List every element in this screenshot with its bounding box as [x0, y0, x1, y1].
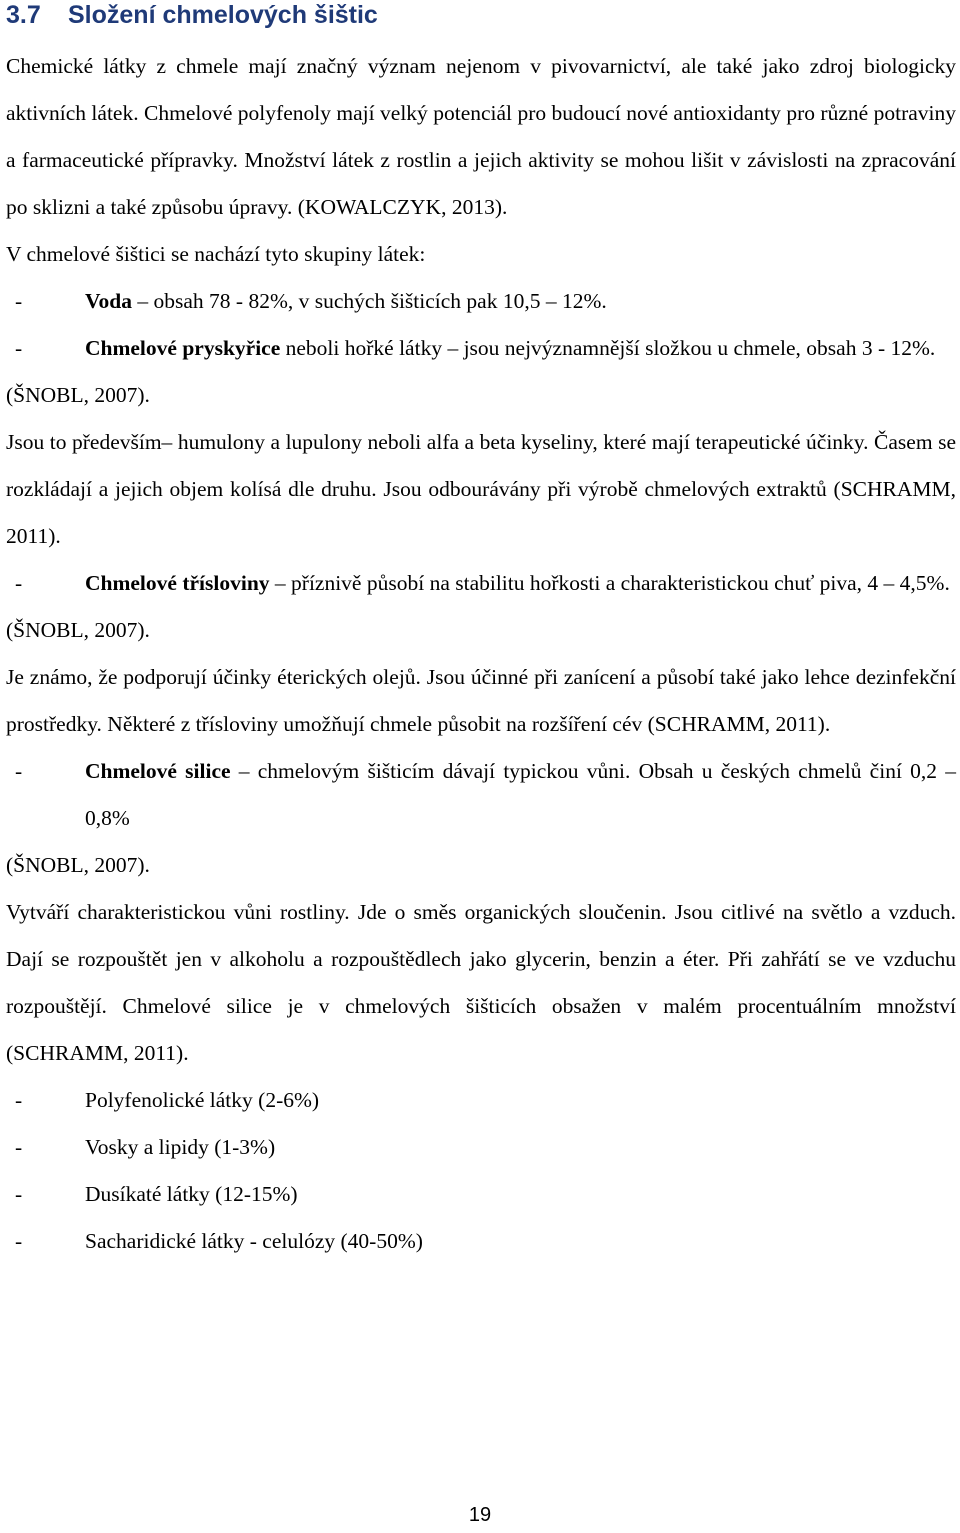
- tannins-text: – příznivě působí na stabilitu hořkosti a charakteristickou chuť piva, 4 – 4,5%.: [269, 571, 950, 595]
- section-title: Složení chmelových šištic: [68, 1, 378, 29]
- oils-paragraph: Vytváří charakteristickou vůni rostliny. Jde o směs organických sloučenin. Jsou citlivé na světlo a vzduch. Dají se rozpouštět jen v alkoholu a rozpouštědlech jako glycerin, benzin a éter. Při zahřátí se ve vzduchu rozpouštějí. Chmelové silice je v chmelových šišticích obsažen v malém procentuálním množství (SCHRAMM, 2011).: [6, 900, 956, 1065]
- list-item-waxes: [6, 1124, 956, 1171]
- nitrogen-text: Dusíkaté látky (12-15%): [85, 1182, 298, 1206]
- body-text: [6, 43, 956, 1265]
- term-oils: Chmelové silice: [85, 759, 231, 783]
- list-item-polyphenols: [6, 1077, 956, 1124]
- reference-snobl: (ŠNOBL, 2007).: [6, 618, 150, 642]
- list-dash: -: [15, 1182, 23, 1206]
- waxes-text: Vosky a lipidy (1-3%): [85, 1135, 276, 1159]
- term-water: Voda: [85, 289, 133, 313]
- page-number: 19: [468, 1504, 492, 1526]
- water-text: – obsah 78 - 82%, v suchých šišticích pak 10,5 – 12%.: [132, 289, 607, 313]
- section-number: 3.7: [6, 1, 41, 29]
- list-dash: -: [15, 759, 23, 783]
- list-dash: -: [15, 571, 23, 595]
- list-dash: -: [15, 289, 23, 313]
- intro-paragraph: Chemické látky z chmele mají značný význam nejenom v pivovarnictví, ale také jako zdroj biologicky aktivních látek. Chmelové polyfenoly mají velký potenciál pro budoucí nové antioxidanty pro různé potraviny a farmaceutické přípravky. Množství látek z rostlin a jejich aktivity se mohou lišit v závislosti na zpracování po sklizni a také způsobu úpravy. (KOWALCZYK, 2013).: [6, 54, 956, 219]
- list-dash: -: [15, 1135, 23, 1159]
- resins-paragraph: Jsou to především– humulony a lupulony neboli alfa a beta kyseliny, které mají terapeutické účinky. Časem se rozkládají a jejich objem kolísá dle druhu. Jsou odbourávány při výrobě chmelových extraktů (SCHRAMM, 2011).: [6, 430, 956, 548]
- resins-text: neboli hořké látky – jsou nejvýznamnější složkou u chmele, obsah 3 - 12%.: [280, 336, 936, 360]
- tannins-paragraph: Je známo, že podporují účinky éterických olejů. Jsou účinné při zanícení a působí také jako lehce dezinfekční prostředky. Některé z třísloviny umožňují chmele působit na rozšíření cév (SCHRAMM, 2011).: [6, 665, 956, 736]
- list-item-water: [6, 278, 956, 325]
- list-dash: -: [15, 1229, 23, 1253]
- saccharides-text: Sacharidické látky - celulózy (40-50%): [85, 1229, 423, 1253]
- list-dash: -: [15, 1088, 23, 1112]
- section-heading: [6, 0, 378, 30]
- polyphenols-text: Polyfenolické látky (2-6%): [85, 1088, 320, 1112]
- reference-snobl: (ŠNOBL, 2007).: [6, 383, 150, 407]
- list-item-oils: [6, 748, 956, 842]
- list-item-resins: [6, 325, 956, 372]
- term-tannins: Chmelové třísloviny: [85, 571, 270, 595]
- reference-snobl: (ŠNOBL, 2007).: [6, 853, 150, 877]
- list-item-nitrogen: [6, 1171, 956, 1218]
- oils-text: – chmelovým šišticím dávají typickou vůni. Obsah u českých chmelů činí 0,2 – 0,8%: [85, 759, 956, 830]
- list-dash: -: [15, 336, 23, 360]
- list-lead: V chmelové šištici se nachází tyto skupiny látek:: [6, 242, 426, 266]
- list-item-tannins: [6, 560, 956, 607]
- term-resins: Chmelové pryskyřice: [85, 336, 281, 360]
- list-item-saccharides: [6, 1218, 956, 1265]
